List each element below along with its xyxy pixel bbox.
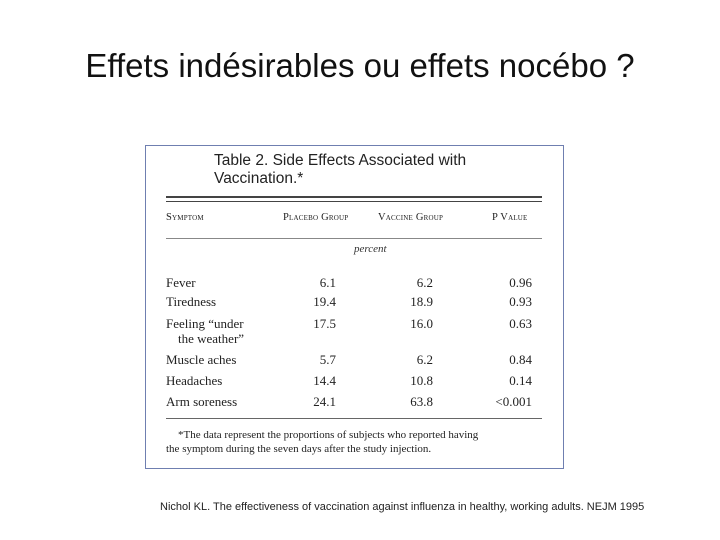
placebo-cell: 14.4	[313, 373, 336, 388]
header-p-value: P Value	[492, 212, 528, 223]
symptom-cell: Muscle aches	[166, 352, 237, 367]
symptom-cell: Headaches	[166, 373, 223, 388]
symptom-cell: Fever	[166, 275, 196, 290]
header-vaccine-group: Vaccine Group	[378, 212, 444, 223]
header-placebo-group: Placebo Group	[283, 212, 349, 223]
p-value-cell: 0.63	[509, 316, 532, 331]
p-value-cell: 0.93	[509, 294, 532, 309]
slide-title: Effets indésirables ou effets nocébo ?	[85, 47, 635, 84]
placebo-cell: 19.4	[313, 294, 336, 309]
header-symptom: Symptom	[166, 212, 204, 223]
p-value-cell: 0.96	[509, 275, 532, 290]
table-top-rule-secondary	[166, 201, 542, 202]
symptom-cell: Tiredness	[166, 294, 217, 309]
vaccine-cell: 6.2	[416, 352, 433, 367]
placebo-cell: 6.1	[319, 275, 336, 290]
placebo-cell: 24.1	[313, 394, 336, 409]
symptom-cell-continuation: the weather”	[178, 331, 245, 346]
placebo-cell: 5.7	[319, 352, 336, 367]
vaccine-cell: 63.8	[410, 394, 433, 409]
table-image-frame	[145, 145, 564, 469]
footnote-line-2: the symptom during the seven days after the study injection.	[166, 442, 432, 455]
unit-label: percent	[354, 243, 387, 255]
p-value-cell: 0.84	[509, 352, 532, 367]
p-value-cell: <0.001	[495, 394, 532, 409]
vaccine-cell: 18.9	[410, 294, 433, 309]
symptom-cell: Arm soreness	[166, 394, 238, 409]
citation-text: Nichol KL. The effectiveness of vaccination against influenza in healthy, working adults. NEJM 1995	[160, 501, 645, 513]
footnote-line-1: *The data represent the proportions of subjects who reported having	[178, 429, 479, 441]
vaccine-cell: 10.8	[410, 373, 433, 388]
vaccine-cell: 16.0	[410, 316, 433, 331]
table-caption: Table 2. Side Effects Associated with Vaccination.*	[214, 152, 467, 187]
vaccine-cell: 6.2	[416, 275, 433, 290]
table-top-rule	[166, 196, 542, 198]
table-bottom-rule	[166, 418, 542, 419]
header-rule	[166, 238, 542, 239]
table-footnote	[166, 429, 556, 456]
p-value-cell: 0.14	[509, 373, 532, 388]
placebo-cell: 17.5	[313, 316, 336, 331]
symptom-cell: Feeling “under	[166, 316, 244, 331]
